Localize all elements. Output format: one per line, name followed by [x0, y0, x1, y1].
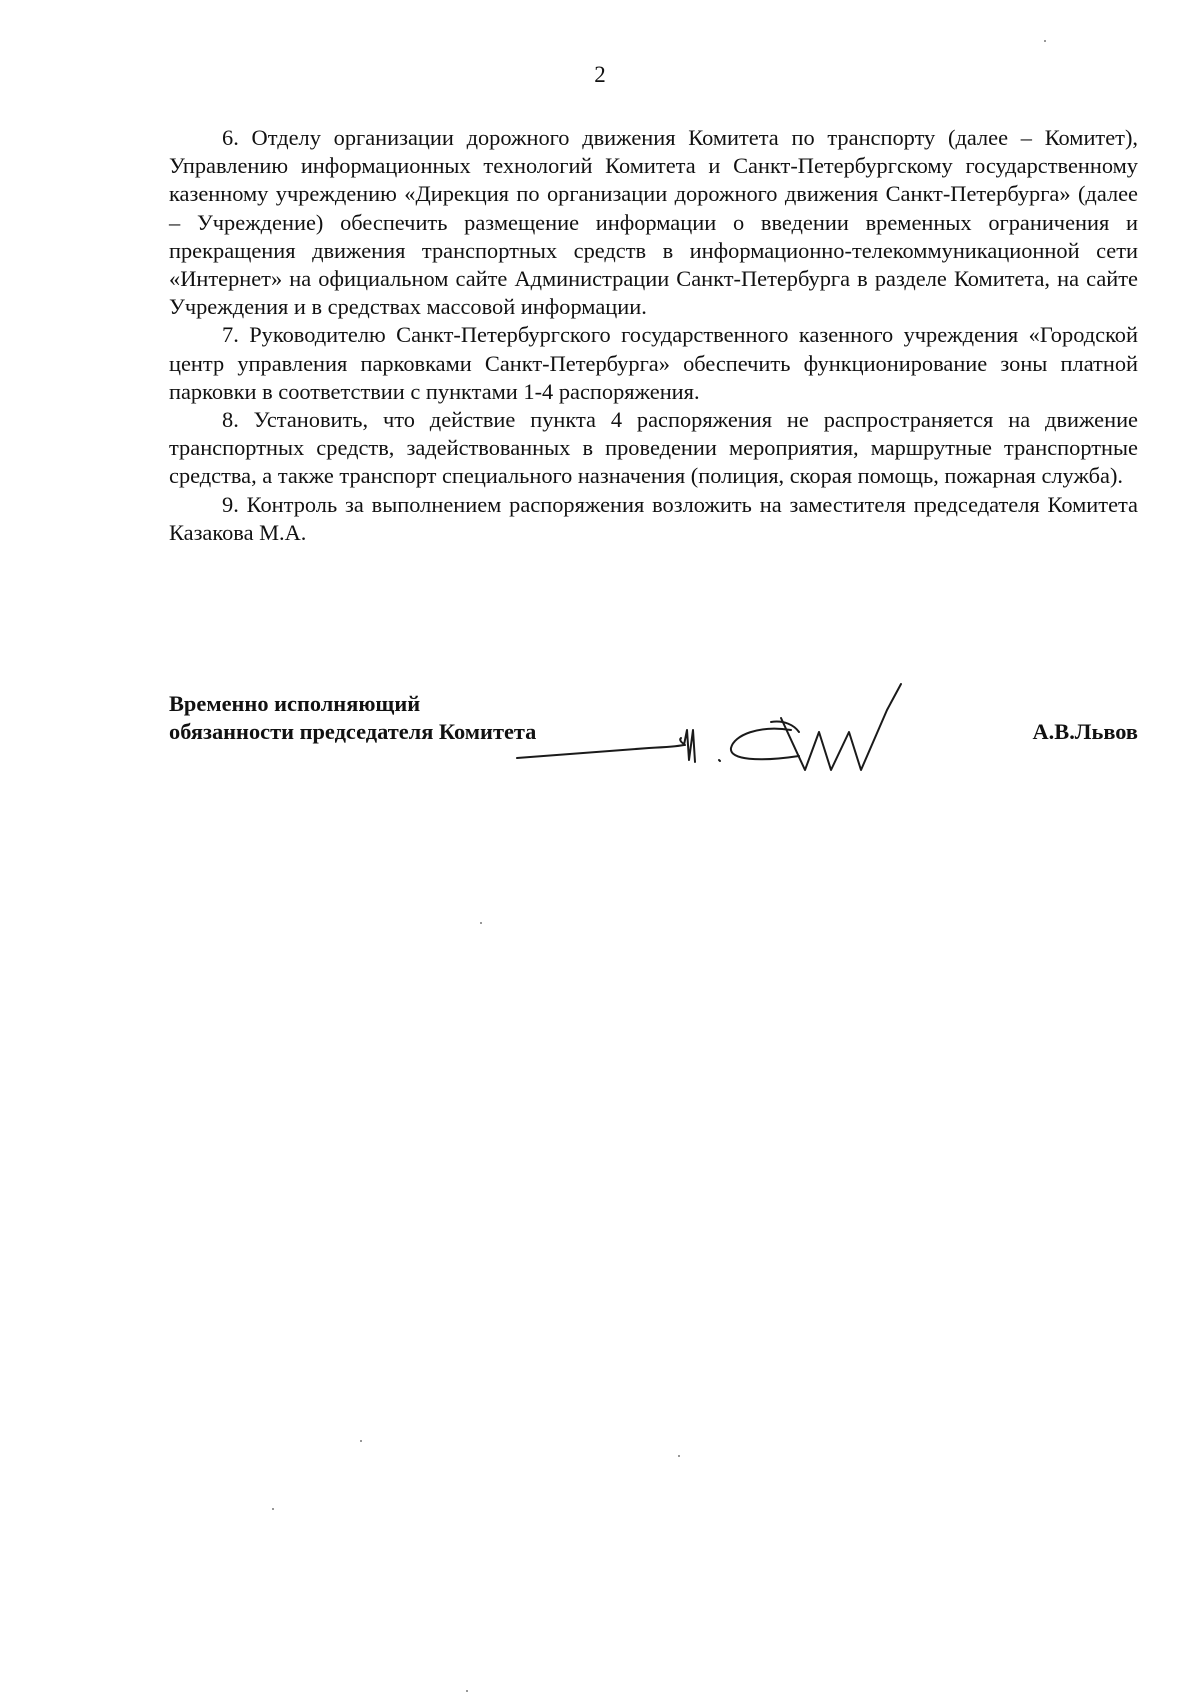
- scan-speck: [678, 1455, 680, 1457]
- signature-block: [169, 690, 1138, 780]
- document-body: [169, 124, 1138, 547]
- signatory-name: А.В.Львов: [1032, 719, 1138, 744]
- scan-speck: [480, 922, 482, 924]
- signatory-title-line-1: Временно исполняющий: [169, 691, 421, 716]
- paragraph-6: 6. Отделу организации дорожного движения Комитета по транспорту (далее – Комитет), Управлению информационных технологий Комитета и Санкт-Петербургскому государственному казенному учреждению «Дирекция по организации дорожного движения Санкт-Петербурга» (далее – Учреждение) обеспечить размещение информации о введении временных ограничения и прекращения движения транспортных средств в информационно-телекоммуникационной сети «Интернет» на официальном сайте Администрации Санкт-Петербурга в разделе Комитета, на сайте Учреждения и в средствах массовой информации.: [169, 125, 1138, 320]
- paragraph-8: 8. Установить, что действие пункта 4 распоряжения не распространяется на движение транспортных средств, задействованных в проведении мероприятия, маршрутные транспортные средства, а также транспорт специального назначения (полиция, скорая помощь, пожарная служба).: [169, 407, 1138, 489]
- paragraph-7: 7. Руководителю Санкт-Петербургского государственного казенного учреждения «Городской центр управления парковками Санкт-Петербурга» обеспечить функционирование зоны платной парковки в соответствии с пунктами 1-4 распоряжения.: [169, 322, 1138, 404]
- signatory-title: [169, 690, 536, 746]
- scan-speck: [1044, 40, 1046, 42]
- scan-speck: [360, 1440, 362, 1442]
- page-number: 2: [594, 62, 606, 87]
- handwritten-signature-icon: [509, 670, 909, 780]
- paragraph-9: 9. Контроль за выполнением распоряжения возложить на заместителя председателя Комитета Казакова М.А.: [169, 491, 1138, 545]
- scan-speck: [466, 1690, 468, 1692]
- scan-speck: [272, 1508, 274, 1510]
- signatory-title-line-2: обязанности председателя Комитета: [169, 719, 537, 745]
